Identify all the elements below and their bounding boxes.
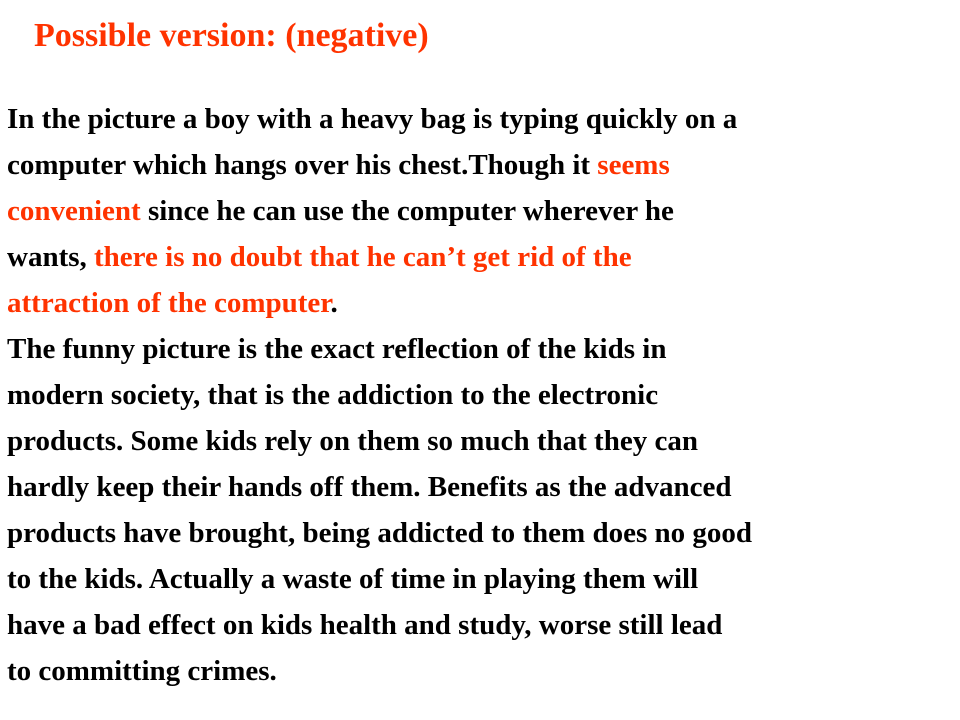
text-line <box>7 96 957 142</box>
paragraph-description <box>7 96 957 326</box>
text-line <box>7 234 957 280</box>
text-run: In the picture a boy with a heavy bag is typing quickly on a <box>7 103 738 135</box>
page-title: Possible version: (negative) <box>34 17 429 54</box>
text-line: to committing crimes. <box>7 655 277 687</box>
text-line <box>7 280 957 326</box>
text-line: hardly keep their hands off them. Benefits as the advanced <box>7 471 732 503</box>
highlighted-phrase: there is no doubt that he can’t get rid of the <box>94 241 632 273</box>
text-run: since he can use the computer wherever he <box>140 195 674 227</box>
text-run: . <box>330 287 338 319</box>
highlighted-phrase: attraction of the computer <box>7 287 331 319</box>
text-run: computer which hangs over his chest.Though it <box>7 149 598 181</box>
text-line: The funny picture is the exact reflection of the kids in <box>7 333 667 365</box>
highlighted-phrase: seems <box>597 149 670 181</box>
text-line: to the kids. Actually a waste of time in playing them will <box>7 563 699 595</box>
paragraph-analysis <box>7 326 957 694</box>
text-run: wants, <box>7 241 95 273</box>
essay-body <box>7 96 957 694</box>
text-line: have a bad effect on kids health and study, worse still lead <box>7 609 723 641</box>
text-line <box>7 188 957 234</box>
text-line <box>7 142 957 188</box>
text-line: modern society, that is the addiction to the electronic <box>7 379 659 411</box>
highlighted-phrase: convenient <box>7 195 141 227</box>
text-line: products. Some kids rely on them so much that they can <box>7 425 698 457</box>
text-line: products have brought, being addicted to them does no good <box>7 517 752 549</box>
